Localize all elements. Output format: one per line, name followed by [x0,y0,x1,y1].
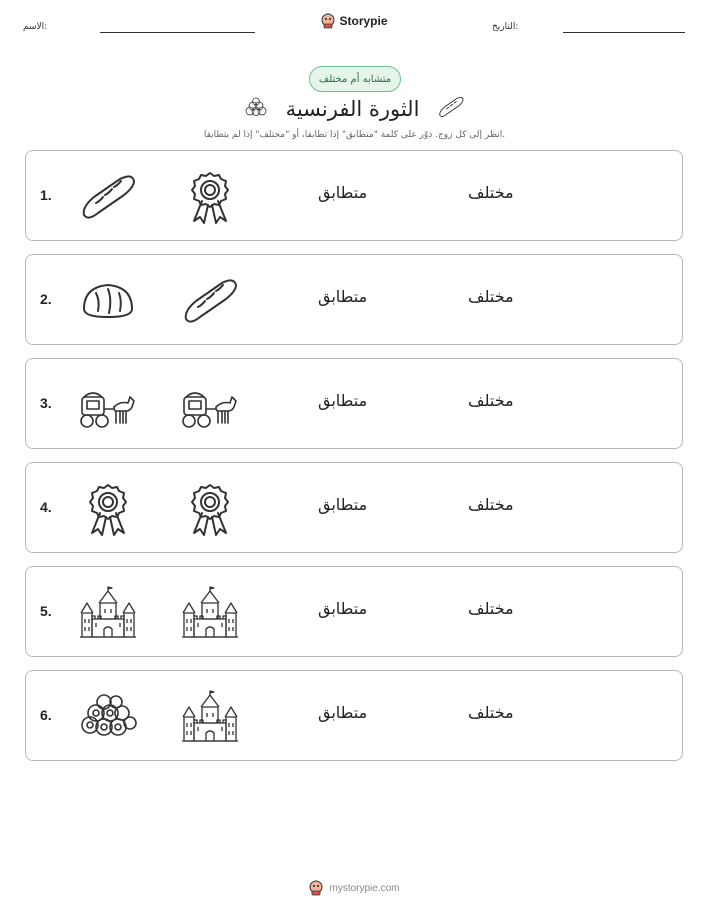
rosette-medal-icon [178,481,242,537]
rosette-medal-icon [178,169,242,225]
pair-row-5 [25,566,683,657]
match-option[interactable]: متطابق [318,391,368,410]
row-number: 6. [40,707,52,723]
row-number: 5. [40,603,52,619]
bread-loaf-icon [76,273,140,329]
cake-pile-icon [76,689,140,745]
different-option[interactable]: مختلف [468,703,514,722]
footer-url: mystorypie.com [329,882,400,894]
cake-pile-icon [242,96,270,122]
pair-row-4 [25,462,683,553]
baguette-icon [178,273,242,329]
storypie-mascot-icon [321,13,335,29]
match-option[interactable]: متطابق [318,495,368,514]
name-label: الاسم: [23,22,48,32]
name-line[interactable] [100,32,255,33]
horse-carriage-icon [178,377,242,433]
row-number: 1. [40,187,52,203]
castle-icon [178,689,242,745]
pair-row-3 [25,358,683,449]
date-line[interactable] [563,32,685,33]
castle-icon [76,585,140,641]
pair-row-6 [25,670,683,761]
different-option[interactable]: مختلف [468,599,514,618]
pair-row-1 [25,150,683,241]
match-option[interactable]: متطابق [318,599,368,618]
match-option[interactable]: متطابق [318,703,368,722]
row-number: 2. [40,291,52,307]
rosette-medal-icon [76,481,140,537]
different-option[interactable]: مختلف [468,287,514,306]
different-option[interactable]: مختلف [468,183,514,202]
worksheet-type-badge: متشابه أم مختلف [309,66,401,92]
horse-carriage-icon [76,377,140,433]
row-number: 3. [40,395,52,411]
baguette-icon [76,169,140,225]
instructions: انظر إلى كل زوج. دوّر على كلمة "متطابق" إذا تطابقا، أو "مختلف" إذا لم يتطابقا. [203,130,506,140]
match-option[interactable]: متطابق [318,287,368,306]
footer [0,880,709,896]
pair-row-2 [25,254,683,345]
different-option[interactable]: مختلف [468,391,514,410]
row-number: 4. [40,499,52,515]
castle-icon [178,585,242,641]
title-row [0,94,709,124]
match-option[interactable]: متطابق [318,183,368,202]
baguette-icon [435,94,467,124]
different-option[interactable]: مختلف [468,495,514,514]
brand-logo [0,13,709,29]
brand-name: Storypie [339,14,388,28]
page-title: الثورة الفرنسية [285,97,420,121]
storypie-mascot-icon [309,880,323,896]
date-label: التاريخ: [492,22,519,32]
